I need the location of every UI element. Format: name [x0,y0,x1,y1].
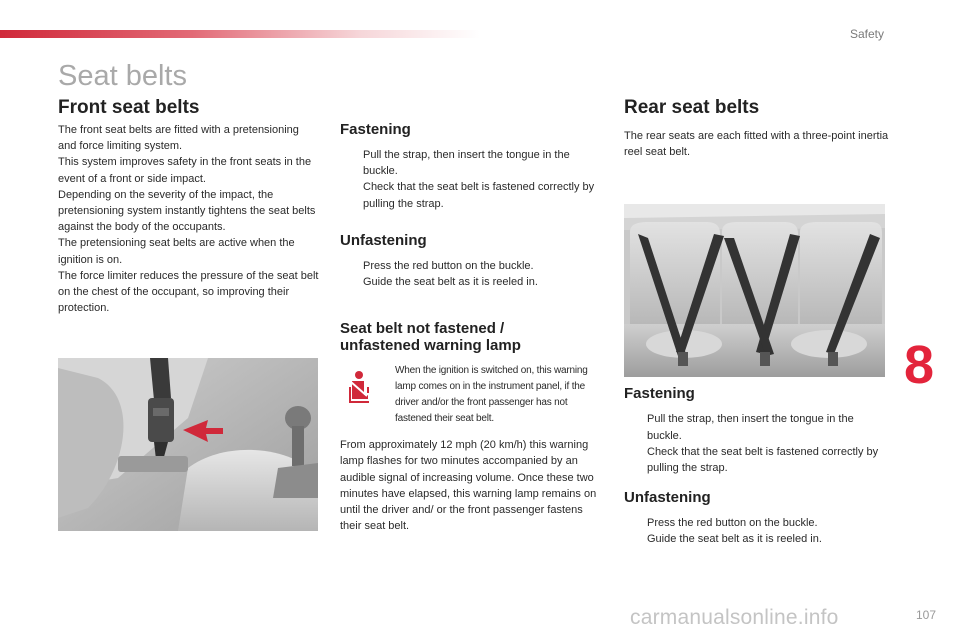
fastening-heading: Fastening [340,121,411,138]
front-seat-belts-section [58,97,320,316]
section-title: Safety [849,27,884,41]
front-paragraph: The front seat belts are fitted with a pretensioning and force limiting system. [58,124,299,153]
list-item-text: Guide the seat belt as it is reeled in. [647,533,822,546]
list-item [340,274,605,290]
rear-intro-text: The rear seats are each fitted with a three-point inertia reel seat belt. [624,130,889,159]
watermark: carmanualsonline.info [630,606,839,629]
fastening-list [340,147,605,212]
list-item [340,147,605,179]
rear-unfastening-heading: Unfastening [624,489,711,507]
front-seat-belts-body [58,122,320,316]
middle-column [340,121,605,534]
list-item-text: Guide the seat belt as it is reeled in. [363,276,538,289]
header-accent-bar [0,30,480,38]
warning-flash-text: From approximately 12 mph (20 km/h) this warning lamp flashes for two minutes accompanied by an audible signal of increasing volume. Once these two minutes have elapsed, this warning lamp remains on until the driver and/ or the front passenger fastens their seat belt. [340,439,597,533]
list-item [624,444,889,476]
list-item [624,515,889,531]
warning-lamp-text: When the ignition is switched on, this warning lamp comes on in the instrument panel, if the driver and/or the front passenger has not fastened their seat belt. [395,365,588,425]
rear-unfastening-list [624,515,889,547]
front-paragraph: The pretensioning seat belts are active when the ignition is on. [58,237,295,266]
front-seat-belts-heading: Front seat belts [58,97,200,118]
seatbelt-warning-icon [340,369,378,407]
list-item [624,531,889,547]
list-item-text: Pull the strap, then insert the tongue in the buckle. [647,413,854,442]
warning-lamp-row [340,363,605,427]
list-item-text: Pull the strap, then insert the tongue in the buckle. [363,149,570,178]
front-paragraph: Depending on the severity of the impact, the pretensioning system instantly tightens the seat belts against the body of the occupants. [58,188,316,234]
page-number: 107 [915,608,936,622]
list-item [340,179,605,211]
list-item [340,258,605,274]
warning-heading-line: Seat belt not fastened / [340,320,505,338]
rear-seat-belts-heading: Rear seat belts [624,97,760,118]
unfastening-heading: Unfastening [340,231,427,249]
rear-seats-drawing [624,204,885,377]
front-buckle-illustration [58,358,318,531]
page-title: Seat belts [58,60,187,92]
rear-fastening-heading: Fastening [624,385,695,403]
list-item-text: Press the red button on the buckle. [647,517,818,530]
list-item-text: Press the red button on the buckle. [363,259,534,272]
rear-seats-illustration [624,204,885,377]
list-item [624,411,889,443]
rear-fastening-list [624,411,889,476]
front-buckle-drawing [58,358,318,531]
list-item-text: Check that the seat belt is fastened correctly by pulling the strap. [647,445,879,475]
front-paragraph: The force limiter reduces the pressure of the seat belt on the chest of the occupant, so improving their protection. [58,269,319,315]
chapter-number: 8 [904,335,935,395]
warning-heading-line: unfastened warning lamp [340,337,521,355]
warning-lamp-heading [340,320,605,354]
list-item-text: Check that the seat belt is fastened correctly by pulling the strap. [363,181,595,210]
front-paragraph: This system improves safety in the front seats in the event of a front or side impact. [58,156,312,185]
unfastening-list [340,258,605,290]
